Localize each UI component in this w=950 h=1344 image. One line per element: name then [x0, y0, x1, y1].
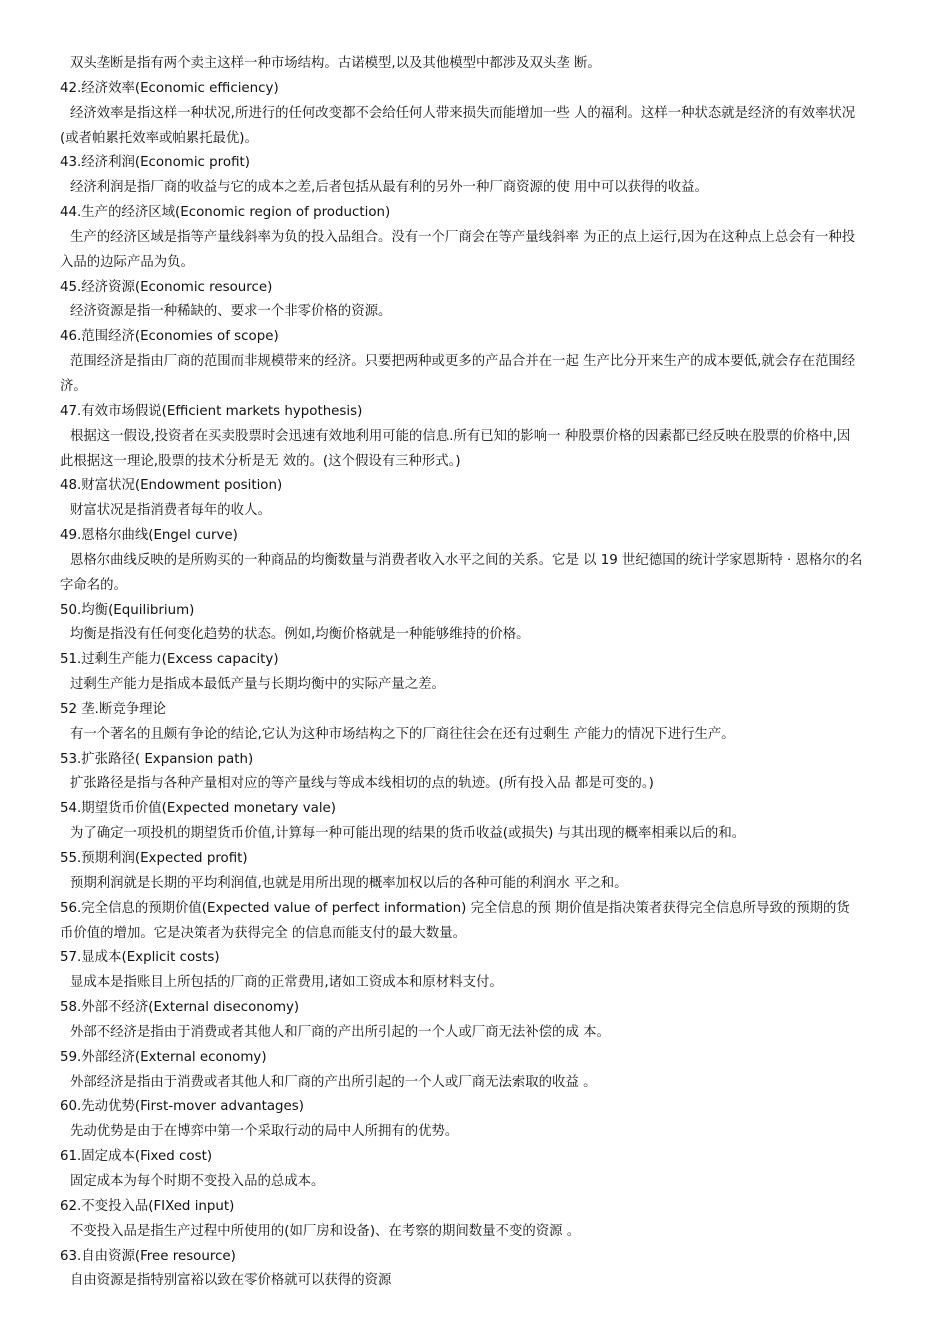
body-text-line: 恩格尔曲线反映的是所购买的一种商品的均衡数量与消费者收入水平之间的关系。它是 以 19 世纪德国的统计学家恩斯特 · 恩格尔的名: [70, 552, 863, 568]
body-text-line: 有一个著名的且颇有争论的结论,它认为这种市场结构之下的厂商往往会在还有过剩生 产能力的情况下进行生产。: [70, 726, 735, 742]
text-line: (或者帕累托效率或帕累托最优)。: [60, 130, 258, 146]
text-line: 60.先动优势(First-mover advantages): [60, 1099, 304, 1115]
text-line: 此根据这一理论,股票的技术分析是无 效的。(这个假设有三种形式。): [60, 453, 461, 469]
text-line: 44.生产的经济区域(Economic region of production): [60, 205, 391, 221]
body-text-line: 扩张路径是指与各种产量相对应的等产量线与等成本线相切的点的轨迹。(所有投入品 都是可变的。): [70, 776, 654, 792]
text-line: 55.预期利润(Expected profit): [60, 851, 248, 866]
text-line: 61.固定成本(Fixed cost): [60, 1149, 213, 1165]
text-line: 46.范围经济(Economies of scope): [60, 329, 279, 345]
body-text-line: 先动优势是由于在博弈中第一个采取行动的局中人所拥有的优势。: [70, 1124, 459, 1140]
body-text-line: 范围经济是指由厂商的范围而非规模带来的经济。只要把两种或更多的产品合并在一起 生产比分开来生产的成本要低,就会存在范围经: [70, 354, 856, 370]
text-line: 57.显成本(Explicit costs): [60, 950, 220, 966]
body-text-line: 经济利润是指厂商的收益与它的成本之差,后者包括从最有利的另外一种厂商资源的使 用中可以获得的收益。: [70, 180, 708, 196]
text-line: 59.外部经济(External economy): [60, 1049, 267, 1065]
text-line: 50.均衡(Equilibrium): [60, 602, 195, 618]
text-line: 币价值的增加。它是决策者为获得完全 的信息而能支付的最大数量。: [60, 925, 466, 941]
text-line: 51.过剩生产能力(Excess capacity): [60, 652, 279, 668]
body-text-line: 根据这一假设,投资者在买卖股票时会迅速有效地利用可能的信息.所有已知的影响一 种股票价格的因素都已经反映在股票的价格中,因: [70, 428, 851, 444]
body-text-line: 经济资源是指一种稀缺的、要求一个非零价格的资源。: [70, 304, 392, 320]
body-text-line: 固定成本为每个时期不变投入品的总成本。: [70, 1173, 325, 1189]
text-line: 49.恩格尔曲线(Engel curve): [60, 528, 238, 544]
body-text-line: 外部经济是指由于消费或者其他人和厂商的产出所引起的一个人或厂商无法索取的收益 。: [70, 1074, 597, 1090]
body-text-line: 双头垄断是指有两个卖主这样一种市场结构。古诺模型,以及其他模型中都涉及双头垄 断。: [70, 56, 601, 71]
text-line: 48.财富状况(Endowment position): [60, 478, 283, 494]
text-line: 52 垄.断竞争理论: [60, 701, 166, 717]
body-text-line: 财富状况是指消费者每年的收人。: [70, 503, 271, 519]
body-text-line: 生产的经济区域是指等产量线斜率为负的投入品组合。没有一个厂商会在等产量线斜率 为正的点上运行,因为在这种点上总会有一种投: [70, 229, 856, 245]
body-text-line: 经济效率是指这样一种状况,所进行的任何改变都不会给任何人带来损失而能增加一些 人的福利。这样一种状态就是经济的有效率状况: [70, 105, 856, 121]
text-line: 63.自由资源(Free resource): [60, 1248, 236, 1264]
body-text-line: 为了确定一项投机的期望货币价值,计算每一种可能出现的结果的货币收益(或损失) 与其出现的概率相乘以后的和。: [70, 826, 746, 842]
body-text-line: 预期利润就是长期的平均利润值,也就是用所出现的概率加权以后的各种可能的利润水 平之和。: [70, 875, 628, 891]
body-text-line: 不变投入品是指生产过程中所使用的(如厂房和设备)、在考察的期间数量不变的资源 。: [70, 1223, 581, 1239]
text-line: 入品的边际产品为负。: [60, 254, 194, 270]
text-line: 45.经济资源(Economic resource): [60, 279, 273, 295]
body-text-line: 外部不经济是指由于消费或者其他人和厂商的产出所引起的一个人或厂商无法补偿的成 本。: [70, 1024, 610, 1040]
text-line: 42.经济效率(Economic efficiency): [60, 80, 279, 96]
body-text-line: 显成本是指账目上所包括的厂商的正常费用,诸如工资成本和原材料支付。: [70, 975, 503, 991]
body-text-line: 均衡是指没有任何变化趋势的状态。例如,均衡价格就是一种能够维持的价格。: [70, 627, 530, 643]
body-text-line: 自由资源是指特别富裕以致在零价格就可以获得的资源: [70, 1273, 392, 1289]
text-line: 47.有效市场假说(Efficient markets hypothesis): [60, 403, 363, 419]
text-line: 58.外部不经济(External diseconomy): [60, 1000, 300, 1016]
body-text-line: 过剩生产能力是指成本最低产量与长期均衡中的实际产量之差。: [70, 677, 445, 693]
text-line: 54.期望货币价值(Expected monetary vale): [60, 801, 337, 817]
text-line: 43.经济利润(Economic profit): [60, 155, 250, 171]
text-line: 56.完全信息的预期价值(Expected value of perfect information) 完全信息的预 期价值是指决策者获得完全信息所导致的预期的货: [60, 900, 850, 916]
text-line: 字命名的。: [60, 577, 127, 593]
text-line: 53.扩张路径( Expansion path): [60, 751, 254, 767]
text-line: 济。: [60, 378, 87, 394]
text-line: 62.不变投入品(FIXed input): [60, 1198, 235, 1214]
